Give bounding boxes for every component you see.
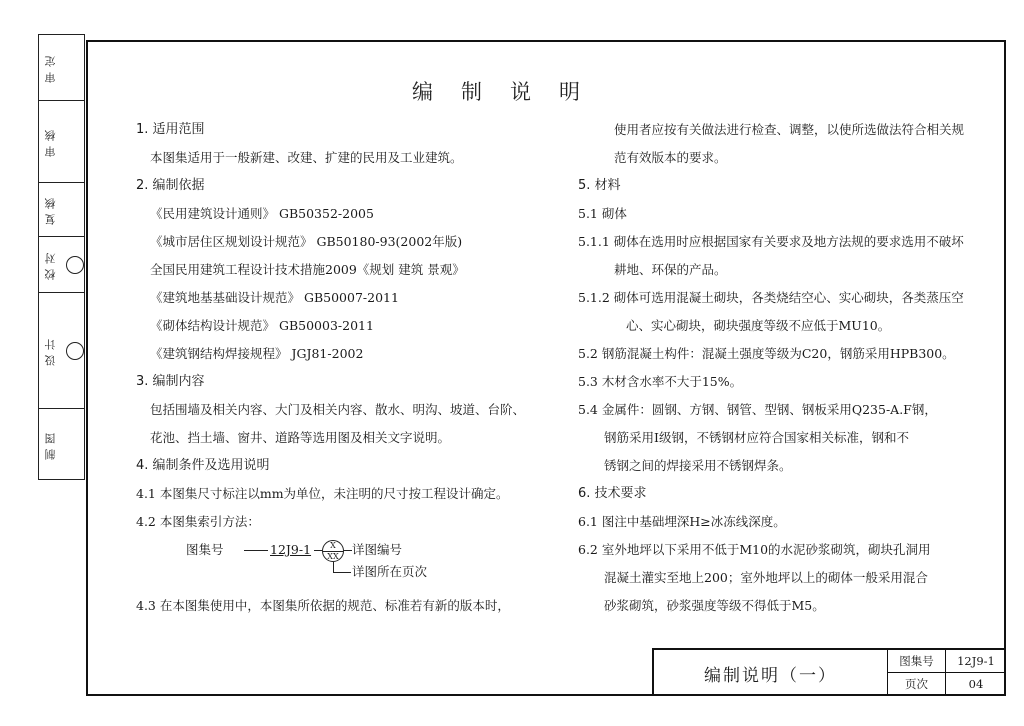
reference-item: 全国民用建筑工程设计技术措施2009《规划 建筑 景观》	[150, 262, 465, 277]
clause-5-1-1-cont: 耕地、环保的产品。	[614, 262, 727, 277]
section-5-heading: 5. 材料	[578, 178, 621, 193]
clause-6-2-cont: 砂浆砌筑，砂浆强度等级不得低于M5。	[604, 598, 825, 613]
sig-role: 审核	[44, 125, 57, 158]
reference-item: 《民用建筑设计通则》 GB50352-2005	[150, 206, 374, 221]
page-number-label: 页次	[888, 673, 946, 696]
seal-icon	[66, 342, 84, 360]
sig-cell-approve	[39, 35, 84, 101]
sig-cell-review	[39, 101, 84, 183]
clause-4-1: 4.1 本图集尺寸标注以mm为单位，未注明的尺寸按工程设计确定。	[136, 486, 509, 501]
sig-cell-recheck	[39, 183, 84, 237]
index-diagram	[136, 536, 576, 592]
index-atlas-label: 图集号	[186, 542, 224, 557]
sig-role: 设计	[44, 334, 57, 367]
sig-cell-drawing	[39, 409, 84, 479]
clause-5-3: 5.3 木材含水率不大于15%。	[578, 374, 743, 389]
clause-5-1-2-cont: 心、实心砌块，砌块强度等级不应低于MU10。	[626, 318, 891, 333]
continued-text: 使用者应按有关做法进行检查、调整，以使所选做法符合相关规	[614, 122, 965, 137]
section-4-heading: 4. 编制条件及选用说明	[136, 458, 270, 473]
signature-strip	[38, 34, 85, 480]
clause-4-2: 4.2 本图集索引方法：	[136, 514, 260, 529]
reference-item: 《砌体结构设计规范》 GB50003-2011	[150, 318, 374, 333]
section-1-text: 本图集适用于一般新建、改建、扩建的民用及工业建筑。	[150, 150, 463, 165]
section-2-heading: 2. 编制依据	[136, 178, 205, 193]
clause-5-1-2: 5.1.2 砌体可选用混凝土砌块，各类烧结空心、实心砌块，各类蒸压空	[578, 290, 964, 305]
clause-6-2: 6.2 室外地坪以下采用不低于M10的水泥砂浆砌筑，砌块孔洞用	[578, 542, 931, 557]
atlas-number-value: 12J9-1	[946, 650, 1006, 673]
reference-item: 《城市居住区规划设计规范》 GB50180-93(2002年版)	[150, 234, 463, 249]
clause-6-1: 6.1 图注中基础埋深H≥冰冻线深度。	[578, 514, 786, 529]
section-3-text: 花池、挡土墙、窗井、道路等选用图及相关文字说明。	[150, 430, 451, 445]
sig-cell-design	[39, 293, 84, 409]
index-atlas-code: 12J9-1	[270, 542, 312, 557]
signature	[61, 183, 82, 236]
index-detail-label: 详图编号	[352, 542, 403, 557]
sig-role: 复核	[44, 193, 57, 226]
reference-item: 《建筑地基基础设计规范》 GB50007-2011	[150, 290, 399, 305]
seal-icon	[66, 256, 84, 274]
continued-text: 范有效版本的要求。	[614, 150, 727, 165]
index-page-label: 详图所在页次	[352, 564, 428, 579]
clause-5-4: 5.4 金属件：圆钢、方钢、钢管、型钢、钢板采用Q235-A.F钢，	[578, 402, 937, 417]
leader-line	[344, 550, 352, 551]
atlas-number-label: 图集号	[888, 650, 946, 673]
sig-role: 制图	[44, 428, 57, 460]
leader-line	[333, 562, 334, 572]
section-3-heading: 3. 编制内容	[136, 374, 205, 389]
clause-5-1: 5.1 砌体	[578, 206, 627, 221]
page-number-value: 04	[968, 677, 984, 691]
clause-5-4-cont: 钢筋采用Ⅰ级钢，不锈钢材应符合国家相关标准，钢和不	[604, 430, 909, 445]
left-column	[136, 116, 576, 620]
clause-5-2: 5.2 钢筋混凝土构件：混凝土强度等级为C20，钢筋采用HPB300。	[578, 346, 955, 361]
index-circle-icon	[322, 540, 344, 562]
title-block-name: 编制说明（一）	[654, 650, 888, 696]
clause-5-1-1: 5.1.1 砌体在选用时应根据国家有关要求及地方法规的要求选用不破坏	[578, 234, 964, 249]
right-column	[578, 116, 998, 620]
index-circle-top: X	[323, 541, 343, 552]
clause-5-4-cont: 锈钢之间的焊接采用不锈钢焊条。	[604, 458, 792, 473]
sig-role: 校对	[44, 248, 57, 281]
section-1-heading: 1. 适用范围	[136, 122, 205, 137]
clause-4-3: 4.3 在本图集使用中，本图集所依据的规范、标准若有新的版本时，	[136, 598, 510, 613]
page-title: 编制说明	[412, 80, 608, 104]
index-circle-bottom: XX	[327, 552, 339, 561]
reference-item: 《建筑钢结构焊接规程》 JGJ81-2002	[150, 346, 364, 361]
leader-line	[333, 572, 351, 573]
sig-cell-proofread	[39, 237, 84, 293]
title-block	[652, 648, 1006, 696]
sig-role: 审定	[44, 51, 57, 84]
clause-6-2-cont: 混凝土灌实至地上200；室外地坪以上的砌体一般采用混合	[604, 570, 928, 585]
section-3-text: 包括围墙及相关内容、大门及相关内容、散水、明沟、坡道、台阶、	[150, 402, 526, 417]
leader-line	[314, 550, 322, 551]
signature	[61, 35, 82, 100]
section-6-heading: 6. 技术要求	[578, 486, 647, 501]
leader-line	[244, 550, 268, 551]
